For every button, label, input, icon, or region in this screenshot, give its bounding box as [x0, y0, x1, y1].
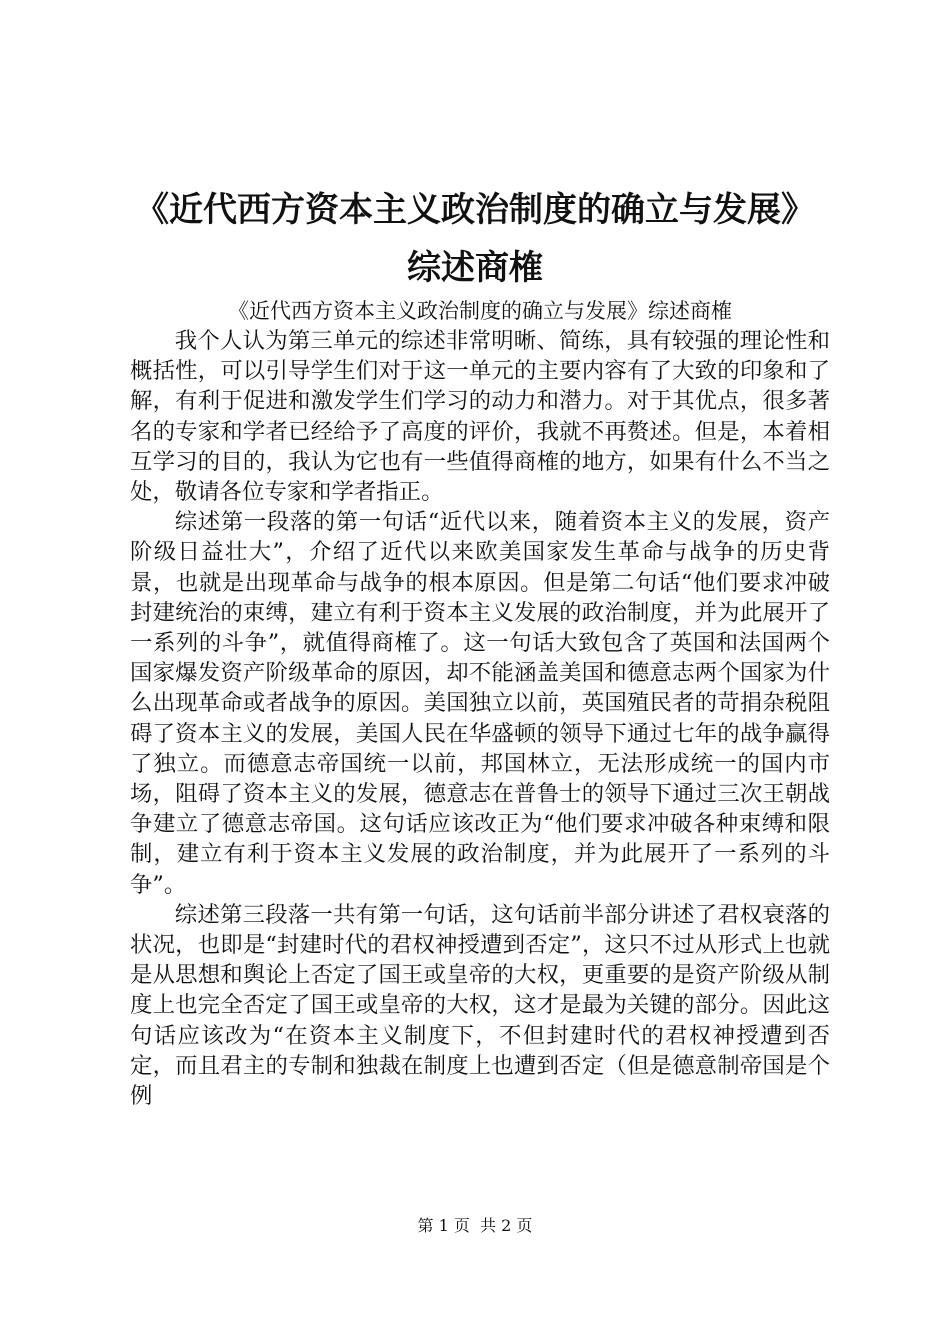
document-title-line-1: 《近代西方资本主义政治制度的确立与发展》 [135, 190, 815, 230]
document-title-line-2: 综述商榷 [407, 248, 543, 288]
paragraph-3: 综述第三段落一共有第一句话，这句话前半部分讲述了君权衰落的状况，也即是“封建时代的君权神授遭到否定”，这只不过从形式上也就是从思想和舆论上否定了国王或皇帝的大权，更重要的是资产阶级从制度上也完全否定了国王或皇帝的大权，这才是最为关键的部分。因此这句话应该改为“在资本主义制度下，不但封建时代的君权神授遭到否定，而且君主的专制和独裁在制度上也遭到否定（但是德意制帝国是个例 [130, 901, 830, 1110]
page-footer: 第 1 页 共 2 页 [417, 1216, 533, 1235]
paragraph-1: 我个人认为第三单元的综述非常明晰、简练，具有较强的理论性和概括性，可以引导学生们对于这一单元的主要内容有了大致的印象和了解，有利于促进和激发学生们学习的动力和潜力。对于其优点，很多著名的专家和学者已经给予了高度的评价，我就不再赘述。但是，本着相互学习的目的，我认为它也有一些值得商榷的地方，如果有什么不当之处，敬请各位专家和学者指正。 [130, 328, 830, 506]
paragraph-2: 综述第一段落的第一句话“近代以来，随着资本主义的发展，资产阶级日益壮大”，介绍了近代以来欧美国家发生革命与战争的历史背景，也就是出现革命与战争的根本原因。但是第二句话“他们要求冲破封建统治的束缚，建立有利于资本主义发展的政治制度，并为此展开了一系列的斗争”，就值得商榷了。这一句话大致包含了英国和法国两个国家爆发资产阶级革命的原因，却不能涵盖美国和德意志两个国家为什么出现革命或者战争的原因。美国独立以前，英国殖民者的苛捐杂税阻碍了资本主义的发展，美国人民在华盛顿的领导下通过七年的战争赢得了独立。而德意志帝国统一以前，邦国林立，无法形成统一的国内市场，阻碍了资本主义的发展，德意志在普鲁士的领导下通过三次王朝战争建立了德意志帝国。这句话应该改正为“他们要求冲破各种束缚和限制，建立有利于资本主义发展的政治制度，并为此展开了一系列的斗争”。 [130, 509, 830, 898]
document-subtitle: 《近代西方资本主义政治制度的确立与发展》综述商榷 [228, 299, 732, 323]
document-body [130, 296, 830, 1111]
